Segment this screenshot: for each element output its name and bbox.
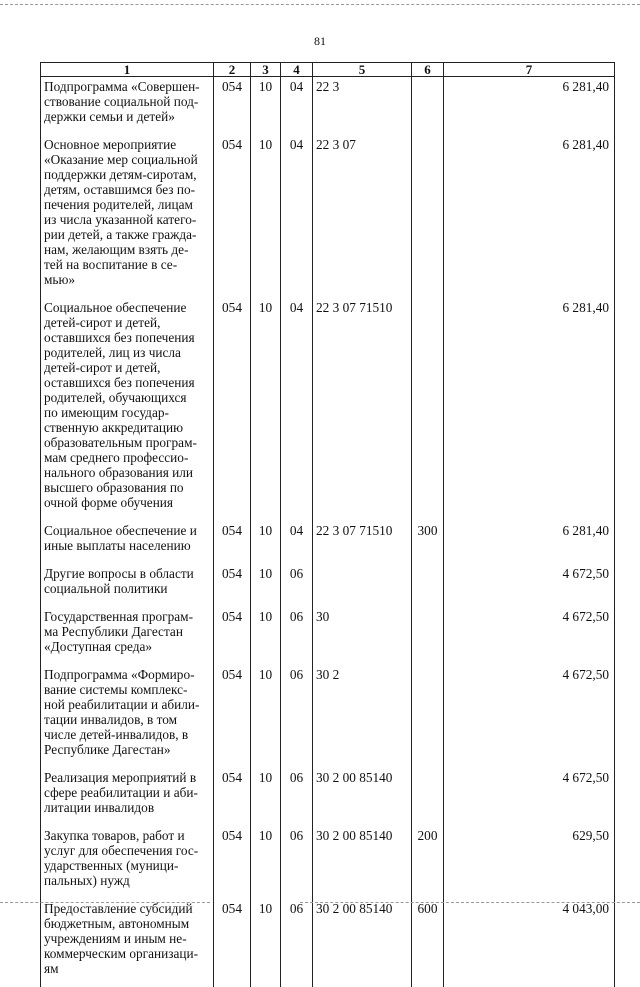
target-item-code: 22 3 07 71510	[313, 298, 412, 521]
table-row	[41, 899, 615, 987]
column-header: 6	[412, 63, 444, 77]
scan-artifact-top	[0, 4, 640, 5]
section-code: 10	[251, 665, 281, 768]
row-name: Подпрограмма «Формиро- вание системы комплекс- ной реабилитации и абили- тации инвалидов, в том числе детей-инвалидов, в Республике Дагестан»	[41, 665, 214, 768]
expense-type-code	[412, 135, 444, 298]
target-item-code: 30 2 00 85140	[313, 899, 412, 987]
subsection-code: 06	[281, 826, 313, 899]
column-header: 2	[214, 63, 251, 77]
section-code: 10	[251, 564, 281, 607]
table-row	[41, 564, 615, 607]
section-code: 10	[251, 521, 281, 564]
scan-artifact-bottom-right	[300, 902, 640, 903]
page-number: 81	[314, 34, 326, 48]
row-name: Закупка товаров, работ и услуг для обеспечения гос- ударственных (муници- пальных) нужд	[41, 826, 214, 899]
subsection-code: 06	[281, 564, 313, 607]
row-name: Реализация мероприятий в сфере реабилитации и аби- литации инвалидов	[41, 768, 214, 826]
expense-type-code: 600	[412, 899, 444, 987]
amount: 6 281,40	[444, 135, 615, 298]
target-item-code: 30 2 00 85140	[313, 768, 412, 826]
table-row	[41, 768, 615, 826]
section-code: 10	[251, 135, 281, 298]
table-row	[41, 77, 615, 136]
column-header: 5	[313, 63, 412, 77]
subsection-code: 06	[281, 607, 313, 665]
section-code: 10	[251, 77, 281, 136]
amount: 629,50	[444, 826, 615, 899]
row-name: Другие вопросы в области социальной политики	[41, 564, 214, 607]
gov-code: 054	[214, 607, 251, 665]
amount: 6 281,40	[444, 298, 615, 521]
amount: 4 672,50	[444, 564, 615, 607]
budget-table	[40, 62, 615, 987]
row-name: Основное мероприятие «Оказание мер социальной поддержки детям-сиротам, детям, оставшимся без по- печения родителей, лицам из числа указанной катего- рии детей, а также гражда- нам, желающим взять де- тей на воспитание в се- мью»	[41, 135, 214, 298]
table-row	[41, 665, 615, 768]
amount: 6 281,40	[444, 77, 615, 136]
column-header: 7	[444, 63, 615, 77]
scan-artifact-bottom-left	[0, 902, 210, 903]
gov-code: 054	[214, 564, 251, 607]
expense-type-code	[412, 607, 444, 665]
subsection-code: 04	[281, 521, 313, 564]
subsection-code: 06	[281, 768, 313, 826]
target-item-code: 22 3 07 71510	[313, 521, 412, 564]
gov-code: 054	[214, 665, 251, 768]
section-code: 10	[251, 607, 281, 665]
row-name: Социальное обеспечение детей-сирот и детей, оставшихся без попечения родителей, лиц из числа детей-сирот и детей, оставшихся без попечения родителей, обучающихся по имеющим государ- ственную аккредитацию образовательным програм- мам среднего профессио- нального образования или высшего образования по очной форме обучения	[41, 298, 214, 521]
target-item-code: 30 2 00 85140	[313, 826, 412, 899]
row-name: Предоставление субсидий бюджетным, автономным учреждениям и иным не- коммерческим организаци- ям	[41, 899, 214, 987]
gov-code: 054	[214, 768, 251, 826]
section-code: 10	[251, 899, 281, 987]
subsection-code: 04	[281, 135, 313, 298]
table-row	[41, 135, 615, 298]
section-code: 10	[251, 768, 281, 826]
target-item-code	[313, 564, 412, 607]
column-header: 4	[281, 63, 313, 77]
amount: 6 281,40	[444, 521, 615, 564]
amount: 4 043,00	[444, 899, 615, 987]
target-item-code: 22 3	[313, 77, 412, 136]
target-item-code: 30	[313, 607, 412, 665]
column-header: 1	[41, 63, 214, 77]
gov-code: 054	[214, 77, 251, 136]
table-row	[41, 826, 615, 899]
gov-code: 054	[214, 899, 251, 987]
expense-type-code	[412, 77, 444, 136]
gov-code: 054	[214, 521, 251, 564]
target-item-code: 22 3 07	[313, 135, 412, 298]
amount: 4 672,50	[444, 768, 615, 826]
subsection-code: 04	[281, 298, 313, 521]
target-item-code: 30 2	[313, 665, 412, 768]
header-row	[41, 63, 615, 77]
expense-type-code	[412, 665, 444, 768]
expense-type-code	[412, 564, 444, 607]
column-header: 3	[251, 63, 281, 77]
row-name: Подпрограмма «Совершен- ствование социальной под- держки семьи и детей»	[41, 77, 214, 136]
expense-type-code	[412, 298, 444, 521]
expense-type-code: 300	[412, 521, 444, 564]
amount: 4 672,50	[444, 607, 615, 665]
section-code: 10	[251, 826, 281, 899]
row-name: Государственная програм- ма Республики Дагестан «Доступная среда»	[41, 607, 214, 665]
gov-code: 054	[214, 298, 251, 521]
subsection-code: 06	[281, 665, 313, 768]
subsection-code: 06	[281, 899, 313, 987]
table-row	[41, 298, 615, 521]
gov-code: 054	[214, 135, 251, 298]
expense-type-code	[412, 768, 444, 826]
table-row	[41, 607, 615, 665]
subsection-code: 04	[281, 77, 313, 136]
table-row	[41, 521, 615, 564]
row-name: Социальное обеспечение и иные выплаты населению	[41, 521, 214, 564]
expense-type-code: 200	[412, 826, 444, 899]
gov-code: 054	[214, 826, 251, 899]
section-code: 10	[251, 298, 281, 521]
amount: 4 672,50	[444, 665, 615, 768]
